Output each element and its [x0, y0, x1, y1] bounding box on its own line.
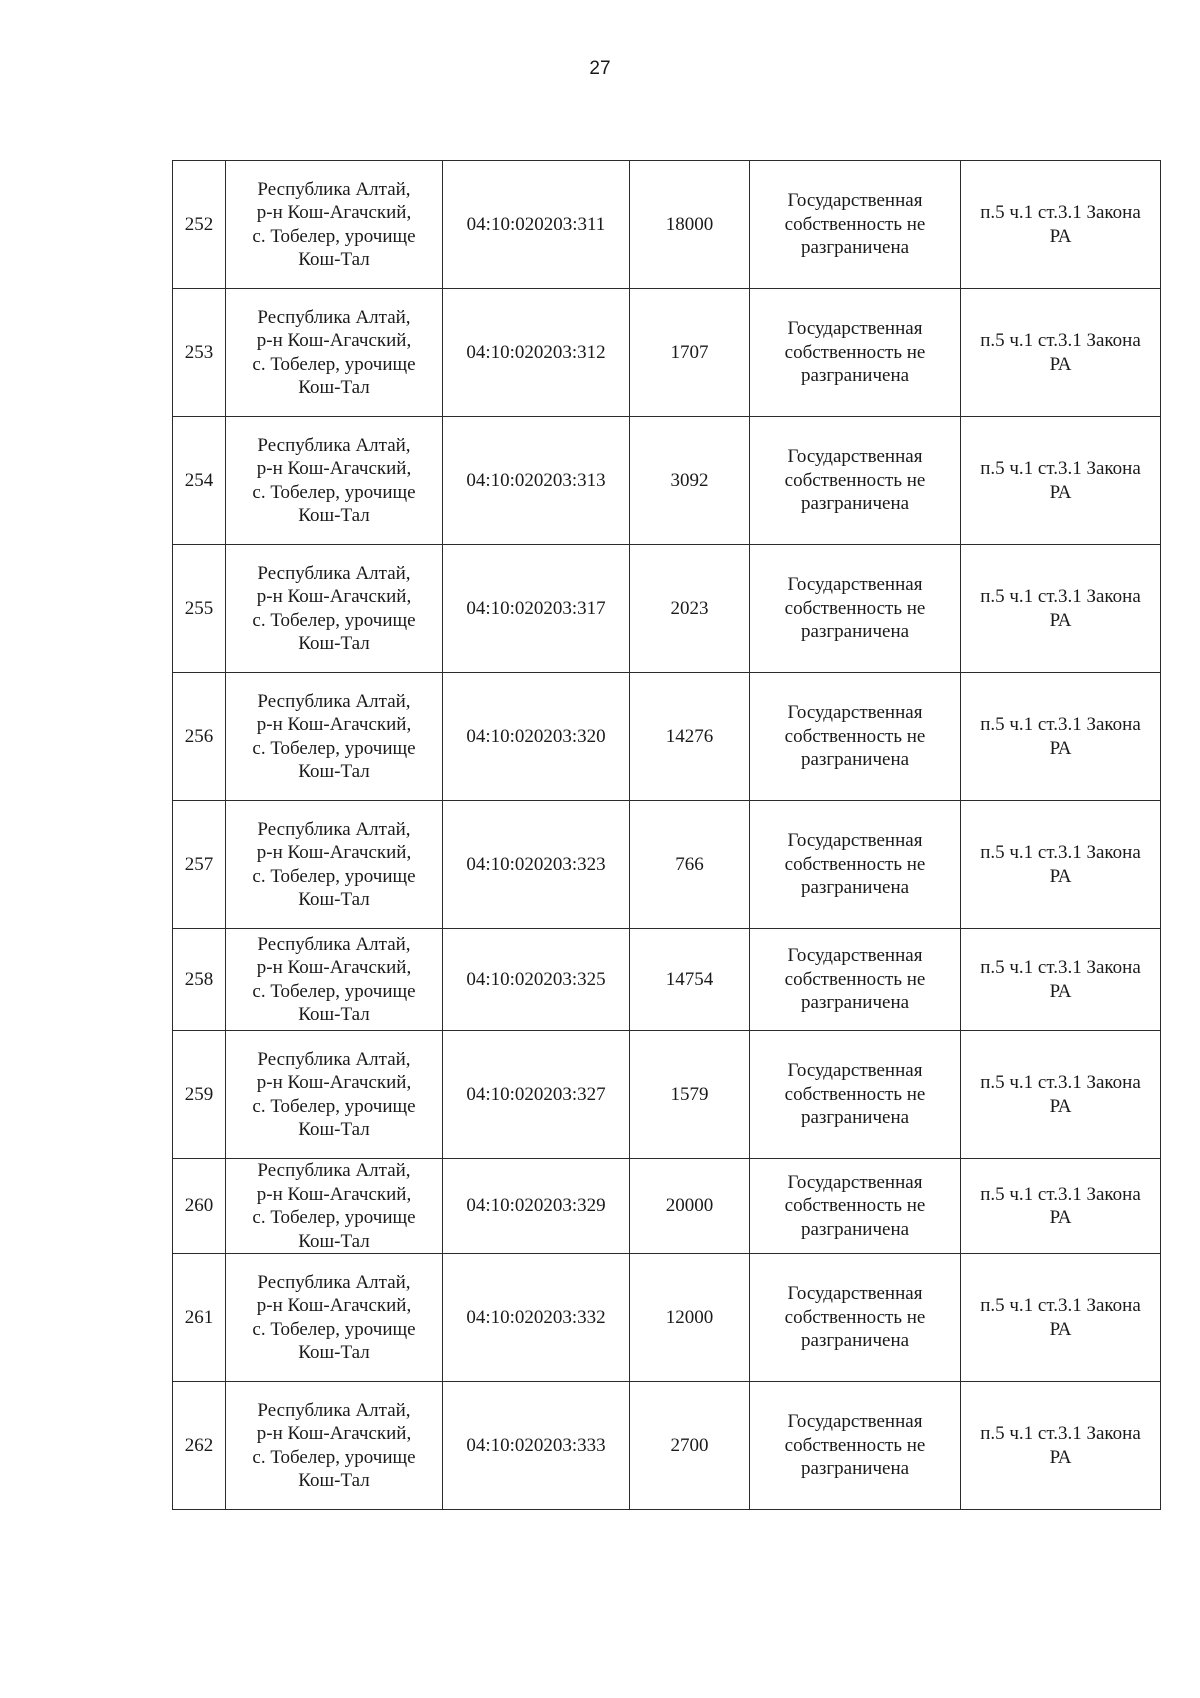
legal-basis-line: п.5 ч.1 ст.3.1 Закона	[980, 1183, 1141, 1205]
legal-basis-line: п.5 ч.1 ст.3.1 Закона	[980, 202, 1141, 223]
table-row	[173, 1031, 1161, 1159]
address-line: р-н Кош-Агачский,	[256, 1423, 412, 1444]
address-line: Республика Алтай,	[257, 434, 411, 456]
ownership-line: Государственная	[787, 945, 923, 967]
table-body	[173, 161, 1161, 1510]
ownership-line: Государственная	[787, 702, 923, 724]
table-row	[173, 1159, 1161, 1254]
ownership-cell	[750, 545, 961, 673]
legal-basis-line: РА	[1049, 225, 1072, 247]
legal-basis-cell	[961, 417, 1161, 545]
area-cell: 2023	[630, 545, 750, 673]
ownership-line: разграничена	[800, 1218, 910, 1240]
legal-basis-line: п.5 ч.1 ст.3.1 Закона	[980, 1295, 1141, 1316]
area-cell: 14276	[630, 673, 750, 801]
ownership-line: Государственная	[787, 190, 923, 212]
address-line: с. Тобелер, урочище	[252, 865, 416, 887]
address-cell	[226, 673, 443, 801]
ownership-cell	[750, 1382, 961, 1510]
ownership-line: собственность не	[784, 597, 926, 619]
ownership-line: собственность не	[784, 1083, 926, 1105]
ownership-line: разграничена	[800, 621, 910, 643]
cadastral-number-cell: 04:10:020203:313	[443, 417, 630, 545]
row-number-cell: 253	[173, 289, 226, 417]
ownership-line: разграничена	[800, 877, 910, 899]
address-line: с. Тобелер, урочище	[252, 225, 416, 247]
row-number-cell: 260	[173, 1159, 226, 1254]
address-line: с. Тобелер, урочище	[252, 609, 416, 631]
address-line: Кош-Тал	[298, 505, 370, 526]
legal-basis-line: п.5 ч.1 ст.3.1 Закона	[980, 330, 1141, 351]
ownership-line: собственность не	[784, 469, 926, 491]
legal-basis-line: п.5 ч.1 ст.3.1 Закона	[980, 586, 1141, 607]
ownership-cell	[750, 1159, 961, 1254]
cadastral-number-cell: 04:10:020203:312	[443, 289, 630, 417]
address-line: р-н Кош-Агачский,	[256, 1072, 412, 1093]
area-cell: 20000	[630, 1159, 750, 1254]
legal-basis-line: РА	[1049, 609, 1072, 631]
address-line: Кош-Тал	[298, 633, 370, 654]
cadastral-number-cell: 04:10:020203:329	[443, 1159, 630, 1254]
area-cell: 18000	[630, 161, 750, 289]
legal-basis-cell	[961, 1159, 1161, 1254]
area-cell: 12000	[630, 1254, 750, 1382]
address-line: с. Тобелер, урочище	[252, 737, 416, 759]
address-cell	[226, 417, 443, 545]
address-line: с. Тобелер, урочище	[252, 481, 416, 503]
address-line: Кош-Тал	[298, 249, 370, 270]
cadastral-number-cell: 04:10:020203:320	[443, 673, 630, 801]
ownership-line: Государственная	[787, 574, 923, 596]
table-row	[173, 289, 1161, 417]
cadastral-number-cell: 04:10:020203:317	[443, 545, 630, 673]
address-cell	[226, 1031, 443, 1159]
address-cell	[226, 1382, 443, 1510]
ownership-cell	[750, 289, 961, 417]
legal-basis-line: РА	[1049, 353, 1072, 375]
address-line: Республика Алтай,	[257, 1048, 411, 1070]
address-line: р-н Кош-Агачский,	[256, 458, 412, 479]
address-line: Республика Алтай,	[257, 562, 411, 584]
legal-basis-cell	[961, 161, 1161, 289]
ownership-line: собственность не	[784, 853, 926, 875]
ownership-line: собственность не	[784, 341, 926, 363]
table-row	[173, 1254, 1161, 1382]
address-line: Республика Алтай,	[257, 1399, 411, 1421]
legal-basis-cell	[961, 929, 1161, 1031]
legal-basis-line: РА	[1049, 1095, 1072, 1117]
area-cell: 2700	[630, 1382, 750, 1510]
address-line: Кош-Тал	[298, 377, 370, 398]
land-plots-table	[172, 160, 1161, 1510]
row-number-cell: 261	[173, 1254, 226, 1382]
ownership-line: собственность не	[784, 213, 926, 235]
address-line: с. Тобелер, урочище	[252, 980, 416, 1002]
legal-basis-line: п.5 ч.1 ст.3.1 Закона	[980, 957, 1141, 978]
ownership-line: собственность не	[784, 1195, 926, 1217]
table-row	[173, 161, 1161, 289]
ownership-cell	[750, 161, 961, 289]
table-row	[173, 673, 1161, 801]
table-row	[173, 1382, 1161, 1510]
table-row	[173, 545, 1161, 673]
legal-basis-line: п.5 ч.1 ст.3.1 Закона	[980, 1423, 1141, 1444]
legal-basis-line: РА	[1049, 980, 1072, 1002]
row-number-cell: 255	[173, 545, 226, 673]
area-cell: 1707	[630, 289, 750, 417]
address-cell	[226, 289, 443, 417]
page-number: 27	[589, 58, 611, 79]
address-line: р-н Кош-Агачский,	[256, 1183, 412, 1205]
address-line: Кош-Тал	[298, 889, 370, 910]
address-cell	[226, 929, 443, 1031]
legal-basis-line: РА	[1049, 1318, 1072, 1340]
legal-basis-cell	[961, 1031, 1161, 1159]
address-line: Республика Алтай,	[257, 933, 411, 955]
address-cell	[226, 801, 443, 929]
ownership-cell	[750, 801, 961, 929]
area-cell: 14754	[630, 929, 750, 1031]
ownership-cell	[750, 673, 961, 801]
area-cell: 1579	[630, 1031, 750, 1159]
ownership-line: собственность не	[784, 725, 926, 747]
ownership-line: Государственная	[787, 830, 923, 852]
address-line: р-н Кош-Агачский,	[256, 330, 412, 351]
address-line: с. Тобелер, урочище	[252, 1446, 416, 1468]
cadastral-number-cell: 04:10:020203:323	[443, 801, 630, 929]
ownership-line: Государственная	[787, 1411, 923, 1433]
address-line: р-н Кош-Агачский,	[256, 957, 412, 978]
ownership-cell	[750, 929, 961, 1031]
ownership-line: собственность не	[784, 968, 926, 990]
row-number-cell: 262	[173, 1382, 226, 1510]
cadastral-number-cell: 04:10:020203:332	[443, 1254, 630, 1382]
address-cell	[226, 1159, 443, 1254]
address-cell	[226, 1254, 443, 1382]
address-line: Республика Алтай,	[257, 1271, 411, 1293]
legal-basis-cell	[961, 1254, 1161, 1382]
address-line: Республика Алтай,	[257, 178, 411, 200]
address-line: р-н Кош-Агачский,	[256, 202, 412, 223]
ownership-line: Государственная	[787, 446, 923, 468]
ownership-cell	[750, 1254, 961, 1382]
address-line: с. Тобелер, урочище	[252, 353, 416, 375]
row-number-cell: 257	[173, 801, 226, 929]
row-number-cell: 254	[173, 417, 226, 545]
legal-basis-cell	[961, 673, 1161, 801]
legal-basis-line: п.5 ч.1 ст.3.1 Закона	[980, 458, 1141, 479]
cadastral-number-cell: 04:10:020203:311	[443, 161, 630, 289]
table-row	[173, 929, 1161, 1031]
legal-basis-line: РА	[1049, 865, 1072, 887]
address-line: Кош-Тал	[298, 1119, 370, 1140]
area-cell: 3092	[630, 417, 750, 545]
legal-basis-cell	[961, 801, 1161, 929]
ownership-line: собственность не	[784, 1306, 926, 1328]
ownership-line: разграничена	[800, 365, 910, 387]
address-cell	[226, 545, 443, 673]
address-line: с. Тобелер, урочище	[252, 1207, 416, 1228]
ownership-line: собственность не	[784, 1434, 926, 1456]
cadastral-number-cell: 04:10:020203:325	[443, 929, 630, 1031]
address-line: Кош-Тал	[298, 1004, 370, 1025]
row-number-cell: 258	[173, 929, 226, 1031]
address-line: р-н Кош-Агачский,	[256, 1295, 412, 1316]
ownership-line: разграничена	[800, 237, 910, 259]
ownership-line: разграничена	[800, 1107, 910, 1129]
ownership-cell	[750, 1031, 961, 1159]
legal-basis-line: РА	[1049, 481, 1072, 503]
cadastral-number-cell: 04:10:020203:333	[443, 1382, 630, 1510]
address-line: с. Тобелер, урочище	[252, 1318, 416, 1340]
legal-basis-line: РА	[1049, 1446, 1072, 1468]
ownership-line: разграничена	[800, 992, 910, 1014]
legal-basis-cell	[961, 289, 1161, 417]
ownership-line: Государственная	[787, 1283, 923, 1305]
area-cell: 766	[630, 801, 750, 929]
table-row	[173, 801, 1161, 929]
address-line: с. Тобелер, урочище	[252, 1095, 416, 1117]
row-number-cell: 256	[173, 673, 226, 801]
row-number-cell: 259	[173, 1031, 226, 1159]
ownership-line: Государственная	[787, 1060, 923, 1082]
table-row	[173, 417, 1161, 545]
ownership-line: разграничена	[800, 749, 910, 771]
legal-basis-line: п.5 ч.1 ст.3.1 Закона	[980, 714, 1141, 735]
address-line: р-н Кош-Агачский,	[256, 714, 412, 735]
address-line: Кош-Тал	[298, 1230, 370, 1252]
ownership-line: разграничена	[800, 1458, 910, 1480]
legal-basis-line: РА	[1049, 1207, 1072, 1228]
row-number-cell: 252	[173, 161, 226, 289]
address-line: Кош-Тал	[298, 761, 370, 782]
address-line: Республика Алтай,	[257, 690, 411, 712]
address-line: р-н Кош-Агачский,	[256, 586, 412, 607]
legal-basis-line: п.5 ч.1 ст.3.1 Закона	[980, 1072, 1141, 1093]
address-cell	[226, 161, 443, 289]
address-line: Кош-Тал	[298, 1470, 370, 1491]
legal-basis-cell	[961, 1382, 1161, 1510]
cadastral-number-cell: 04:10:020203:327	[443, 1031, 630, 1159]
ownership-line: разграничена	[800, 1330, 910, 1352]
address-line: Республика Алтай,	[257, 1160, 411, 1181]
address-line: Республика Алтай,	[257, 306, 411, 328]
legal-basis-cell	[961, 545, 1161, 673]
ownership-line: Государственная	[787, 318, 923, 340]
address-line: Кош-Тал	[298, 1342, 370, 1363]
legal-basis-line: РА	[1049, 737, 1072, 759]
address-line: р-н Кош-Агачский,	[256, 842, 412, 863]
address-line: Республика Алтай,	[257, 818, 411, 840]
ownership-cell	[750, 417, 961, 545]
legal-basis-line: п.5 ч.1 ст.3.1 Закона	[980, 842, 1141, 863]
ownership-line: Государственная	[787, 1171, 923, 1193]
ownership-line: разграничена	[800, 493, 910, 515]
